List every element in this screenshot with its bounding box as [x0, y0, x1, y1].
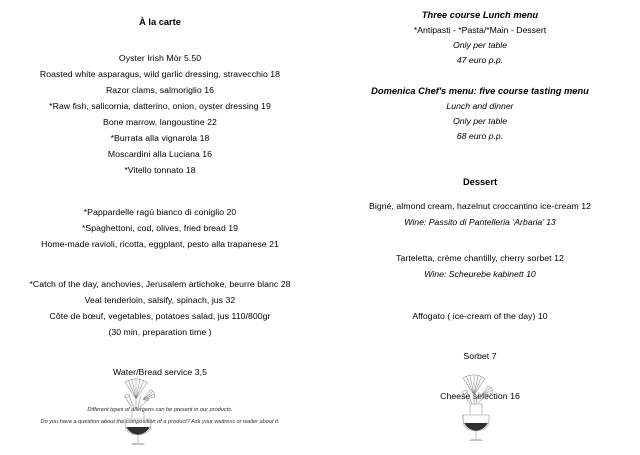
menu-item: Moscardini alla Luciana 16: [107, 149, 213, 159]
menu-item: Oyster Irish Mòr 5.50: [118, 53, 202, 63]
menu-item: *Vitello tonnato 18: [124, 165, 196, 175]
chefs-menu-heading: Domenica Chef's menu: five course tasting menu: [371, 86, 589, 96]
pasta-section: [8, 204, 312, 252]
dessert-item: [328, 250, 632, 282]
flower-vase-illustration-left: [112, 374, 164, 450]
wine-label: Wine:: [424, 269, 447, 279]
starters-section: [8, 50, 312, 178]
a-la-carte-heading: À la carte: [139, 17, 181, 27]
menu-item: *Pappardelle ragú bianco di coniglio 20: [83, 207, 237, 217]
dessert-item-name: Cheese selection 16: [440, 391, 520, 401]
chefs-menu-section: [328, 84, 632, 144]
dessert-item-name: Affogato ( ice-cream of the day) 10: [412, 311, 548, 321]
menu-item: *Catch of the day, anchovies, Jerusalem artichoke, beurre blanc 28: [29, 279, 291, 289]
menu-item: Côte de bœuf, vegetables, potatoes salad, jus 110/800gr: [49, 311, 271, 321]
lunch-menu-courses: *Antipasti - *Pasta/*Main - Dessert: [413, 25, 547, 35]
chefs-menu-service-times: Lunch and dinner: [446, 101, 514, 111]
lunch-menu-heading: Three course Lunch menu: [421, 10, 539, 20]
dessert-wine-pairing: [328, 214, 632, 230]
dessert-heading: Dessert: [462, 177, 498, 187]
menu-item: *Spaghettoni, cod, olives, fried bread 19: [81, 223, 239, 233]
dessert-wine-pairing: [328, 266, 632, 282]
menu-item: *Burrata alla vignarola 18: [110, 133, 210, 143]
lunch-menu-availability: Only per table: [452, 40, 508, 50]
lunch-menu-price: 47 euro p.p.: [456, 55, 504, 65]
chefs-menu-availability: Only per table: [452, 116, 508, 126]
flower-vase-illustration-right: [450, 370, 502, 446]
water-bread-service: Water/Bread service 3,5: [112, 367, 207, 377]
allergen-note: Different types of allergens can be present in our products.: [87, 407, 233, 413]
menu-item: Roasted white asparagus, wild garlic dressing, stravecchio 18: [39, 69, 281, 79]
wine-label: Wine:: [404, 217, 427, 227]
chefs-menu-price: 68 euro p.p.: [456, 131, 504, 141]
dessert-item-name: Tarteletta, crème chantilly, cherry sorbet 12: [396, 253, 564, 263]
menu-item: *Raw fish, salicornia, datterino, onion, oyster dressing 19: [49, 101, 271, 111]
menu-item-note: (30 min. preparation time ): [108, 327, 212, 337]
lunch-menu-section: [328, 8, 632, 68]
dessert-item: [328, 198, 632, 230]
dessert-item-name: Sorbet 7: [463, 351, 497, 361]
menu-item: Home-made ravioli, ricotta, eggplant, pesto alla trapanese 21: [41, 239, 279, 249]
wine-name: Scheurebe kabinett 10: [448, 269, 536, 279]
dessert-item-name: Bigné, almond cream, hazelnut croccantino ice-cream 12: [369, 201, 591, 211]
wine-name: Passito di Pantelleria ‘Arbaria’ 13: [428, 217, 556, 227]
menu-item: Razor clams, salmoriglio 16: [105, 85, 215, 95]
menu-item: Bone marrow, langoustine 22: [103, 117, 217, 127]
allergen-question-note: Do you have a question about the composition of a product? Ask your waitress or waiter about it.: [40, 419, 280, 425]
mains-section: [8, 276, 312, 340]
menu-item: Veal tenderloin, salsify, spinach, jus 32: [84, 295, 236, 305]
